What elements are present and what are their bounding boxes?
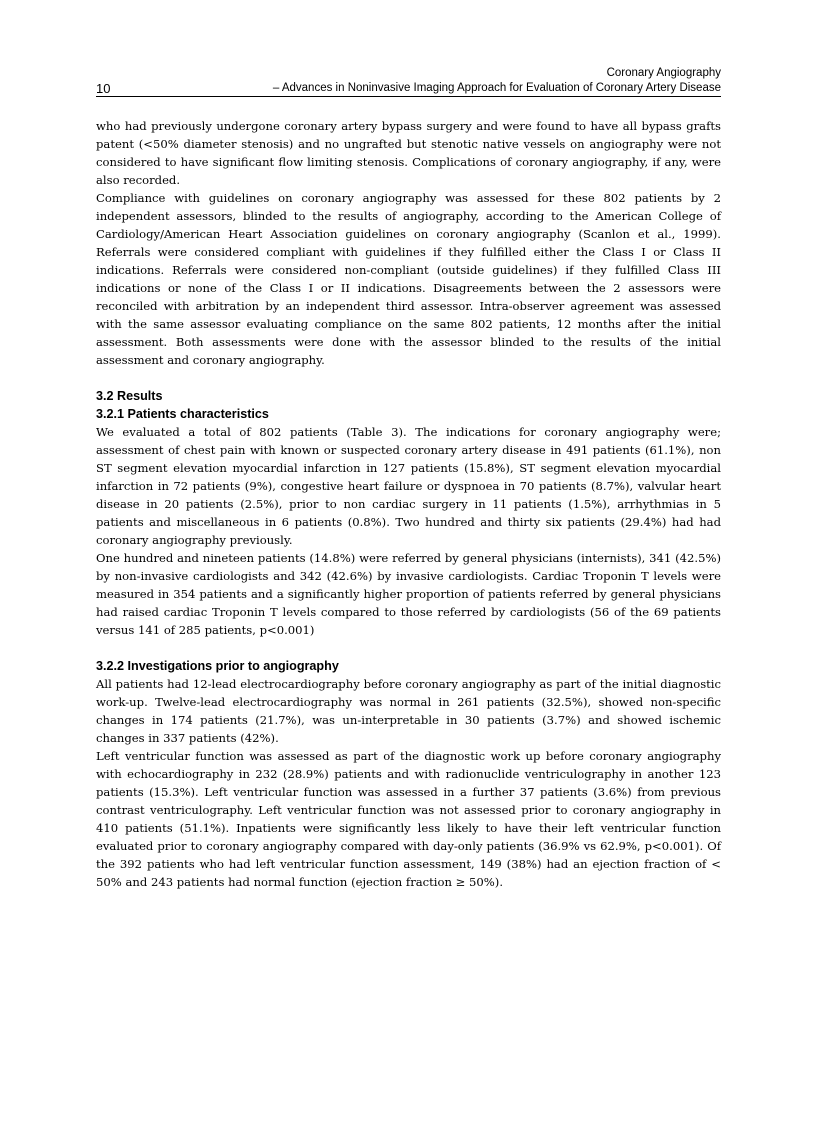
paragraph-lv-function: Left ventricular function was assessed as part of the diagnostic work up before coronary angiography with echocardiography in 232 (28.9%) patients and with radionuclide ventriculography in another 123 patients (15.3%). Left ventricular function was assessed in a further 37 patients (3.6%) from previous contrast ventriculography. Left ventricular function was not assessed prior to coronary angiography in 410 patients (51.1%). Inpatients were significantly less likely to have their left ventricular function evaluated prior to coronary angiography compared with day-only patients (36.9% vs 62.9%, p<0.001). Of the 392 patients who had left ventricular function assessment, 149 (38%) had an ejection fraction of < 50% and 243 patients had normal function (ejection fraction ≥ 50%). [96,749,721,889]
running-header [96,64,721,97]
paragraph-compliance: Compliance with guidelines on coronary angiography was assessed for these 802 patients by 2 independent assessors, blinded to the results of angiography, according to the American College of Cardiology/American Heart Association guidelines on coronary angiography (Scanlon et al., 1999). Referrals were considered compliant with guidelines if they fulfilled either the Class I or Class II indications. Referrals were considered non-compliant (outside guidelines) if they fulfilled Class III indications or none of the Class I or II indications. Disagreements between the 2 assessors were reconciled with arbitration by an independent third assessor. Intra-observer agreement was assessed with the same assessor evaluating compliance on the same 802 patients, 12 months after the initial assessment. Both assessments were done with the assessor blinded to the results of the initial assessment and coronary angiography. [96,191,721,367]
paragraph-referrals: One hundred and nineteen patients (14.8%) were referred by general physicians (internists), 341 (42.5%) by non-invasive cardiologists and 342 (42.6%) by invasive cardiologists. Cardiac Troponin T levels were measured in 354 patients and a significantly higher proportion of patients referred by general physicians had raised cardiac Troponin T levels compared to those referred by cardiologists (56 of the 69 patients versus 141 of 285 patients, p<0.001) [96,551,721,637]
header-book-subtitle: – Advances in Noninvasive Imaging Approach for Evaluation of Coronary Artery Disease [272,82,721,94]
page-number: 10 [96,81,111,96]
paragraph-ecg: All patients had 12-lead electrocardiography before coronary angiography as part of the initial diagnostic work-up. Twelve-lead electrocardiography was normal in 261 patients (32.5%), showed non-specific changes in 174 patients (21.7%), was un-interpretable in 30 patients (3.7%) and showed ischemic changes in 337 patients (42%). [96,677,721,745]
subsection-heading-investigations: 3.2.2 Investigations prior to angiography [96,659,339,673]
body-text [96,117,721,891]
paragraph-methods-continued: who had previously undergone coronary artery bypass surgery and were found to have all bypass grafts patent (<50% diameter stenosis) and no ungrafted but stenotic native vessels on angiography were not considered to have significant flow limiting stenosis. Complications of coronary angiography, if any, were also recorded. [96,119,721,187]
section-heading-results: 3.2 Results [96,389,163,403]
paragraph-indications: We evaluated a total of 802 patients (Table 3). The indications for coronary angiography were; assessment of chest pain with known or suspected coronary artery disease in 491 patients (61.1%), non ST segment elevation myocardial infarction in 127 patients (15.8%), ST segment elevation myocardial infarction in 72 patients (9%), congestive heart failure or dyspnoea in 70 patients (8.7%), valvular heart disease in 20 patients (2.5%), prior to non cardiac surgery in 11 patients (1.5%), arrhythmias in 5 patients and miscellaneous in 6 patients (0.8%). Two hundred and thirty six patients (29.4%) had had coronary angiography previously. [96,425,721,547]
page [96,64,721,891]
subsection-heading-patients: 3.2.1 Patients characteristics [96,407,269,421]
header-book-title: Coronary Angiography [606,67,721,79]
